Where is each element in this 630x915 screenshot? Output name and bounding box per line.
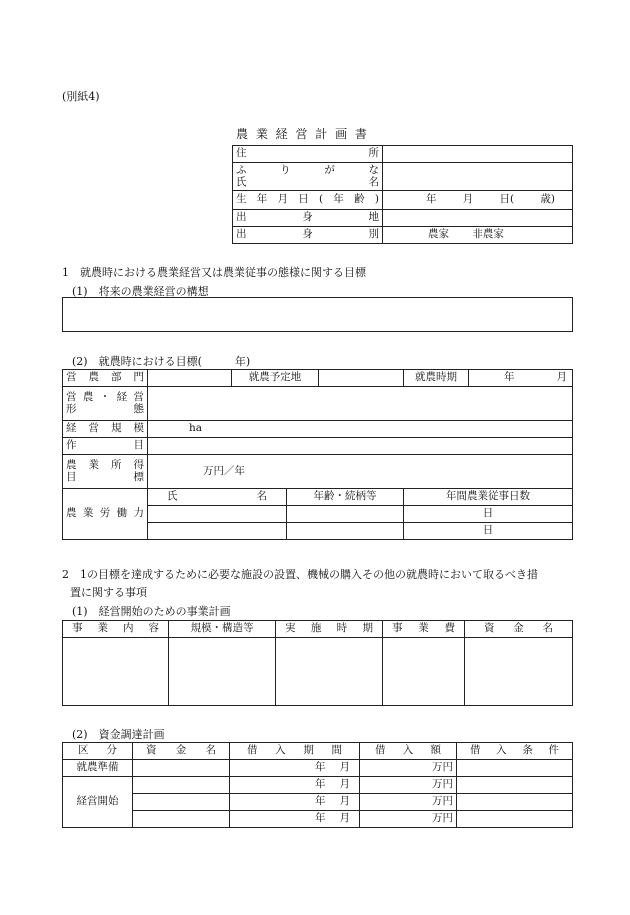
scale-label: 経 営 規 模: [63, 421, 148, 438]
fund-start-period-2[interactable]: 年 月: [230, 794, 360, 811]
address-value[interactable]: [383, 146, 573, 163]
fund-start-amount-2[interactable]: 万円: [360, 794, 457, 811]
fund-col-terms: 借 入 条 件: [457, 743, 573, 760]
fund-start-name-1[interactable]: [133, 777, 230, 794]
fund-row-prep: 就農準備: [63, 760, 133, 777]
fund-start-period-1[interactable]: 年 月: [230, 777, 360, 794]
plan-time-cell[interactable]: [276, 638, 383, 706]
origin-place-value[interactable]: [383, 210, 573, 227]
labor-name-1[interactable]: [148, 506, 287, 523]
labor-days-1[interactable]: 日: [404, 506, 573, 523]
document-title: 農 業 経 営 計 画 書: [236, 127, 369, 141]
origin-type-value[interactable]: [383, 227, 573, 244]
fund-prep-terms[interactable]: [457, 760, 573, 777]
plan-place-label: 就農予定地: [232, 370, 319, 387]
labor-name-2[interactable]: [148, 523, 287, 540]
section2-sub1: (1) 経営開始のための事業計画: [72, 605, 231, 618]
form-label: 営 農 ・ 経 営 形 態: [63, 387, 148, 421]
section2-heading-line1: 2 1の目標を達成するために必要な施設の設置、機械の購入その他の就農時において取るべき措: [62, 568, 538, 581]
origin-place-label: 出 身 地: [233, 210, 383, 227]
plan-col-time: 実 施 時 期: [276, 621, 383, 638]
crops-label: 作 目: [63, 438, 148, 455]
fund-col-category: 区 分: [63, 743, 133, 760]
income-label: 農 業 所 得 目 標: [63, 455, 148, 489]
origin-type-label: 出 身 別: [233, 227, 383, 244]
dept-label: 営 農 部 門: [63, 370, 148, 387]
labor-label: 農 業 労 働 力: [63, 489, 148, 540]
dept-value[interactable]: [148, 370, 232, 387]
scale-value[interactable]: ha: [148, 421, 573, 438]
birth-label: 生 年 月 日 ( 年 齢 ): [233, 191, 383, 210]
birth-value[interactable]: 年 月 日( 歳): [383, 191, 573, 210]
plan-col-content: 事 業 内 容: [63, 621, 169, 638]
fund-start-period-3[interactable]: 年 月: [230, 811, 360, 828]
labor-age-1[interactable]: [287, 506, 404, 523]
section1-sub1: (1) 将来の農業経営の構想: [72, 285, 209, 298]
plan-time-value[interactable]: 年 月: [469, 370, 573, 387]
labor-age-2[interactable]: [287, 523, 404, 540]
plan-col-cost: 事 業 費: [383, 621, 465, 638]
fund-prep-amount[interactable]: 万円: [360, 760, 457, 777]
labor-col-age: 年齢・続柄等: [287, 489, 404, 506]
section2-sub2: (2) 資金調達計画: [72, 728, 165, 741]
fund-col-name: 資 金 名: [133, 743, 230, 760]
labor-col-name: 氏 名: [148, 489, 287, 506]
business-plan-table: [62, 620, 573, 706]
form-number: (別紙4): [62, 90, 100, 103]
name-value[interactable]: [383, 163, 573, 191]
section1-sub2: (2) 就農時における目標( 年): [72, 355, 251, 368]
fund-start-terms-3[interactable]: [457, 811, 573, 828]
fund-col-amount: 借 入 額: [360, 743, 457, 760]
fund-plan-table: [62, 742, 573, 828]
form-value[interactable]: [148, 387, 573, 421]
fund-start-amount-3[interactable]: 万円: [360, 811, 457, 828]
plan-col-fund: 資 金 名: [465, 621, 573, 638]
labor-days-2[interactable]: 日: [404, 523, 573, 540]
plan-place-value[interactable]: [319, 370, 404, 387]
fund-start-name-2[interactable]: [133, 794, 230, 811]
plan-cost-cell[interactable]: [383, 638, 465, 706]
plan-col-scale: 規模・構造等: [169, 621, 276, 638]
income-value[interactable]: 万円／年: [148, 455, 573, 489]
plan-fund-cell[interactable]: [465, 638, 573, 706]
option-non-farmer[interactable]: 非農家: [472, 228, 504, 241]
crops-value[interactable]: [148, 438, 573, 455]
fund-row-start: 経営開始: [63, 777, 133, 828]
option-farmer[interactable]: 農家: [428, 228, 449, 241]
fund-start-name-3[interactable]: [133, 811, 230, 828]
labor-col-days: 年間農業従事日数: [404, 489, 573, 506]
fund-start-amount-1[interactable]: 万円: [360, 777, 457, 794]
address-label: 住 所: [233, 146, 383, 163]
future-vision-box[interactable]: [62, 297, 573, 332]
section2-heading-line2: 置に関する事項: [70, 586, 147, 599]
plan-content-cell[interactable]: [63, 638, 169, 706]
section1-heading: 1 就農時における農業経営又は農業従事の態様に関する目標: [62, 266, 366, 279]
fund-start-terms-2[interactable]: [457, 794, 573, 811]
fund-col-period: 借 入 期 間: [230, 743, 360, 760]
fund-start-terms-1[interactable]: [457, 777, 573, 794]
fund-prep-period[interactable]: 年 月: [230, 760, 360, 777]
fund-prep-name[interactable]: [133, 760, 230, 777]
name-label: ふ り が な 氏 名: [233, 163, 383, 191]
targets-table: [62, 369, 573, 540]
plan-time-label: 就農時期: [404, 370, 469, 387]
plan-scale-cell[interactable]: [169, 638, 276, 706]
personal-info-table: [232, 145, 573, 244]
